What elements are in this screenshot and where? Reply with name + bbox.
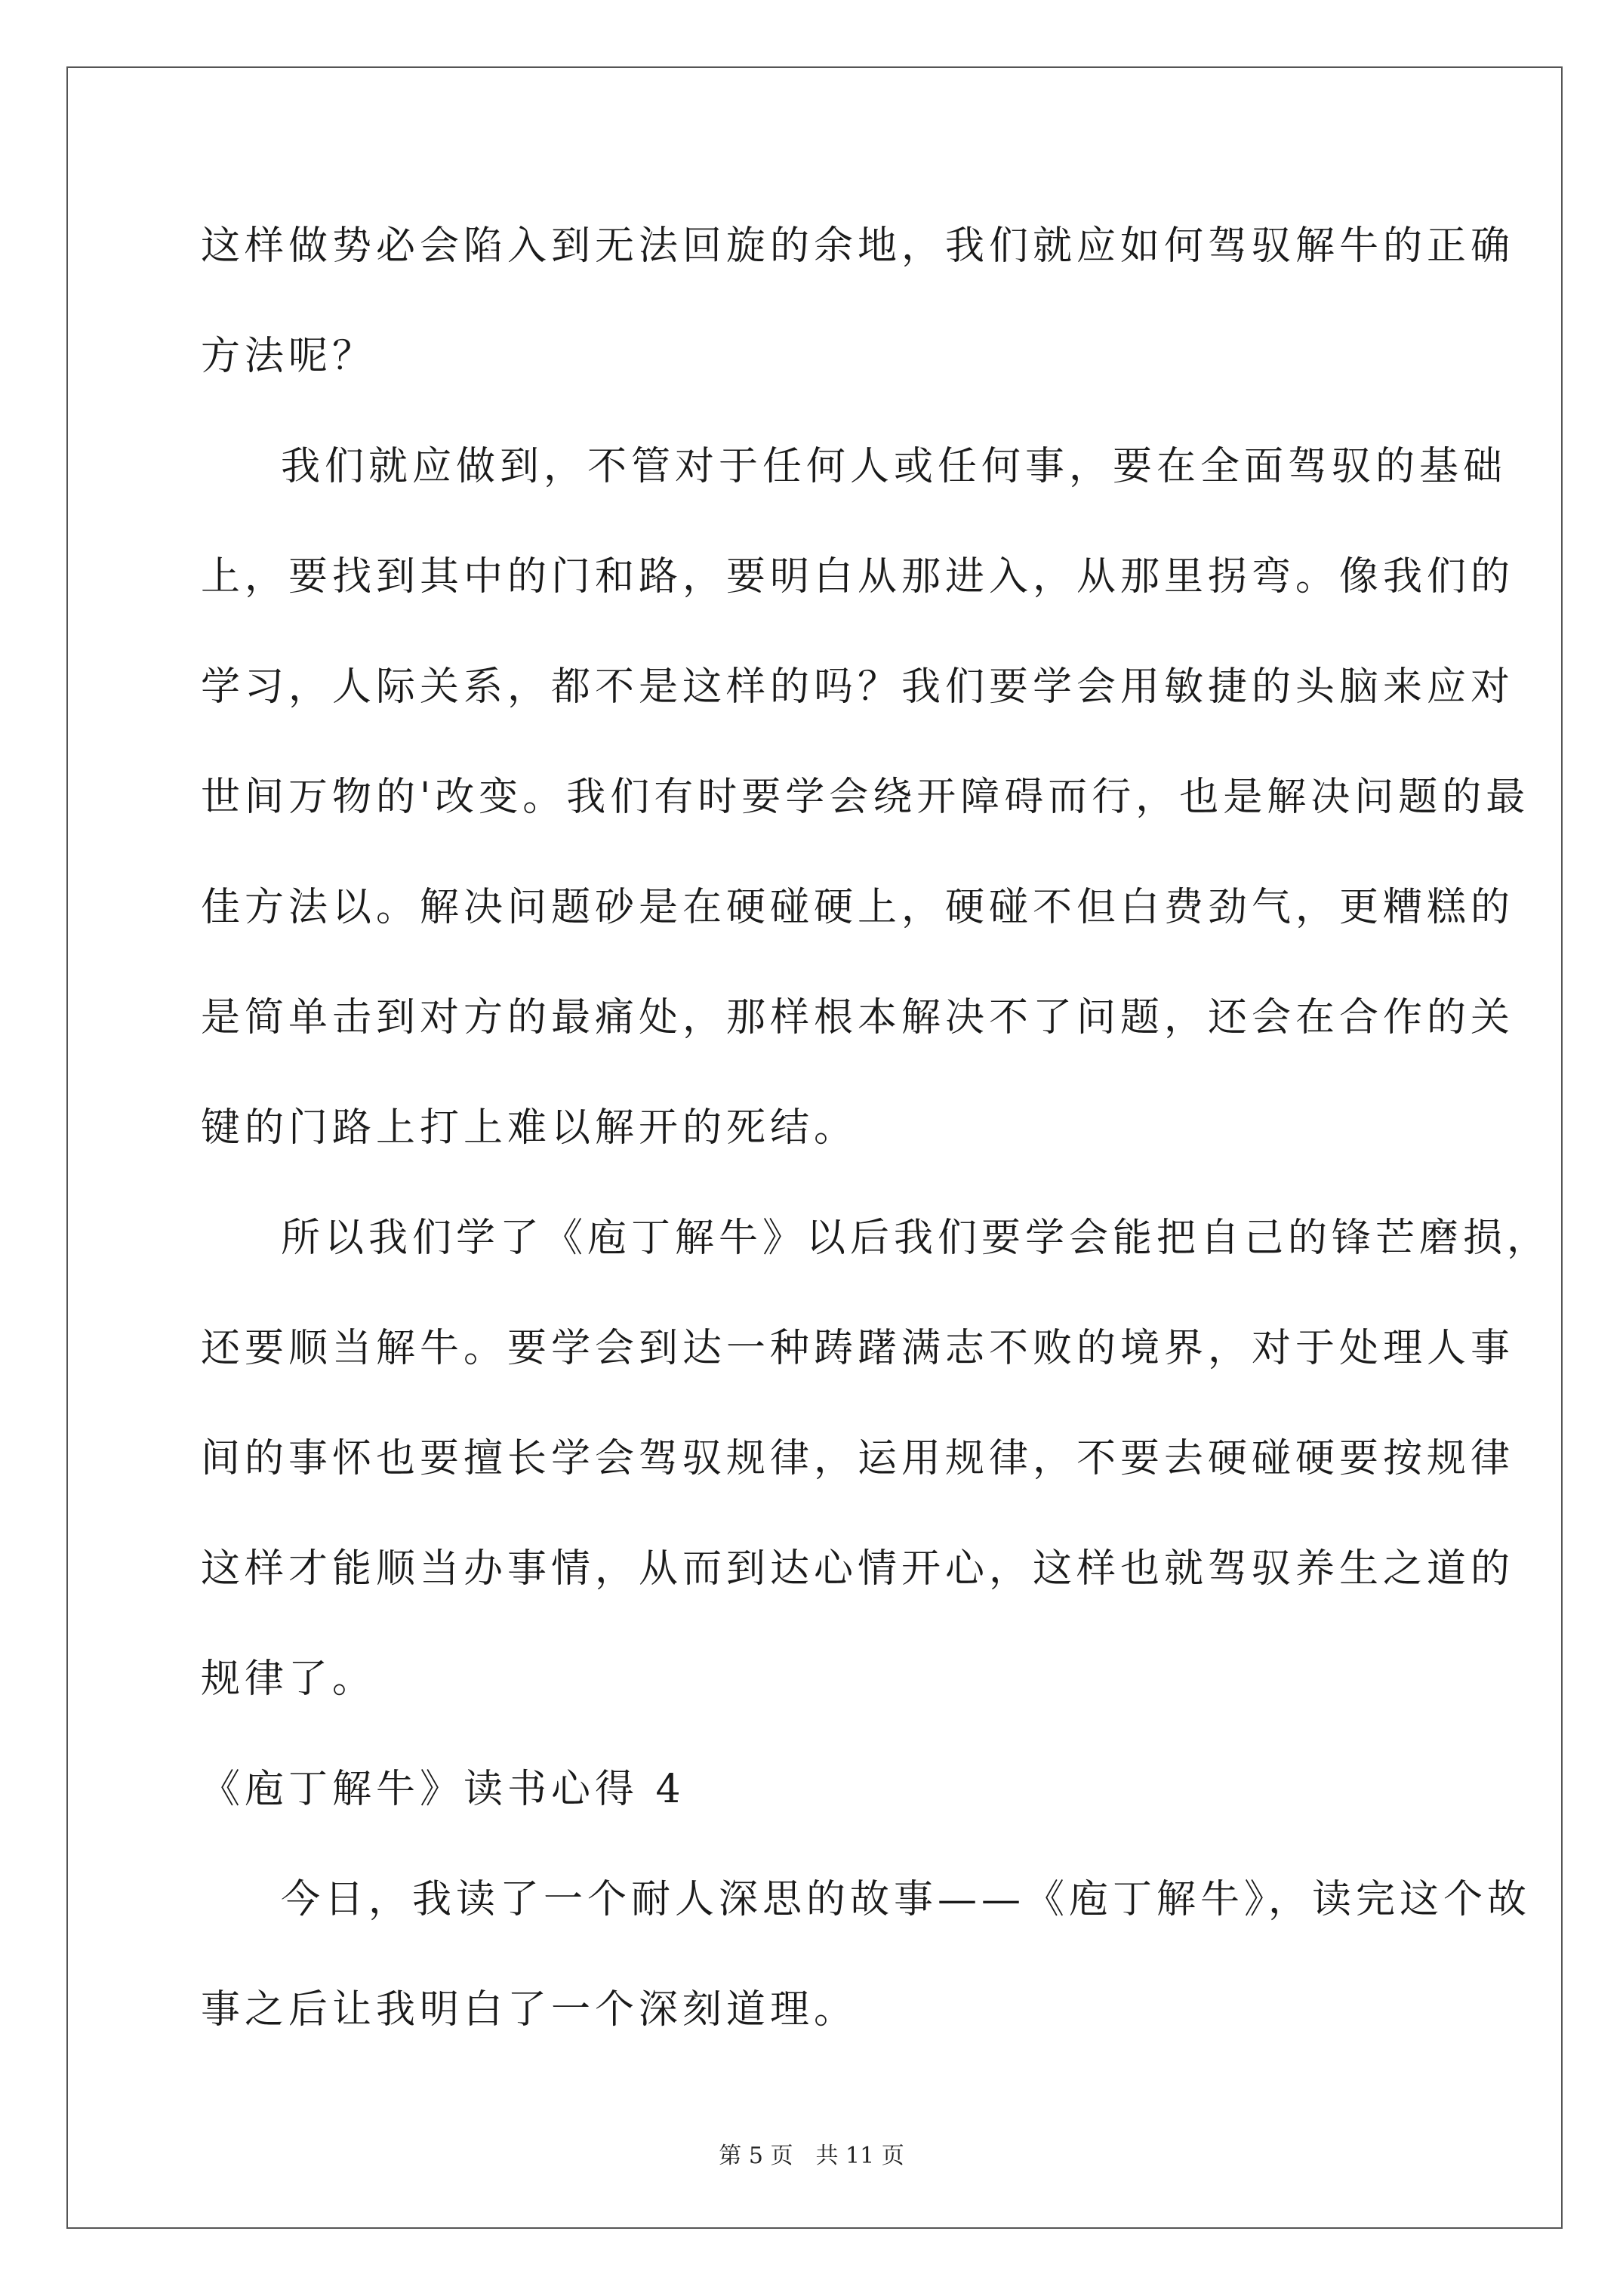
paragraph-line: 上，要找到其中的门和路，要明白从那进入，从那里拐弯。像我们的 — [201, 554, 1515, 599]
paragraph-line: 我们就应做到，不管对于任何人或任何事，要在全面驾驭的基础 — [281, 444, 1508, 489]
paragraph-line: 这样做势必会陷入到无法回旋的余地，我们就应如何驾驭解牛的正确 — [201, 223, 1515, 269]
paragraph-line: 世间万物的'改变。我们有时要学会绕开障碍而行，也是解决问题的最 — [201, 775, 1530, 820]
paragraph-line: 所以我们学了《庖丁解牛》以后我们要学会能把自己的锋芒磨损， — [281, 1216, 1551, 1261]
paragraph-line: 还要顺当解牛。要学会到达一种踌躇满志不败的境界，对于处理人事 — [201, 1326, 1515, 1371]
section-heading: 《庖丁解牛》读书心得 4 — [201, 1767, 685, 1812]
paragraph-line: 键的门路上打上难以解开的死结。 — [201, 1105, 858, 1151]
paragraph-line: 规律了。 — [201, 1657, 377, 1702]
page-number-footer: 第 5 页 共 11 页 — [719, 2143, 904, 2169]
document-body — [201, 205, 1551, 2079]
paragraph-line: 今日，我读了一个耐人深思的故事——《庖丁解牛》，读完这个故 — [281, 1877, 1532, 1922]
paragraph-line: 学习，人际关系，都不是这样的吗？我们要学会用敏捷的头脑来应对 — [201, 664, 1515, 710]
paragraph-line: 方法呢？ — [201, 334, 377, 379]
paragraph-line: 事之后让我明白了一个深刻道理。 — [201, 1987, 858, 2032]
paragraph-line: 这样才能顺当办事情，从而到达心情开心，这样也就驾驭养生之道的 — [201, 1546, 1515, 1592]
paragraph-line: 是简单击到对方的最痛处，那样根本解决不了问题，还会在合作的关 — [201, 995, 1515, 1040]
paragraph-line: 间的事怀也要擅长学会驾驭规律，运用规律，不要去硬碰硬要按规律 — [201, 1436, 1515, 1481]
paragraph-line: 佳方法以。解决问题砂是在硬碰硬上，硬碰不但白费劲气，更糟糕的 — [201, 885, 1515, 930]
